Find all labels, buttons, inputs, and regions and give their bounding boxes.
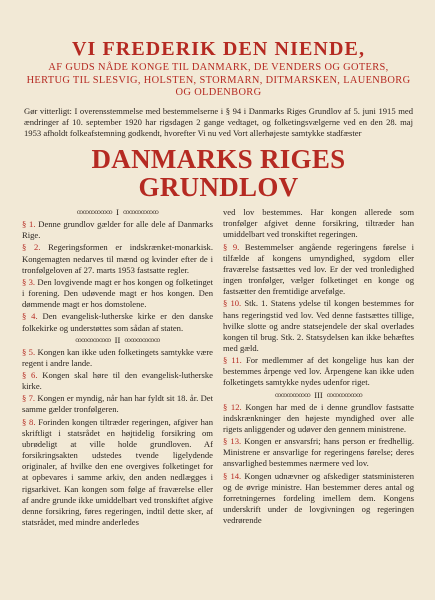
section-number: § 4. xyxy=(22,311,38,322)
paragraph-text: Denne grundlov gælder for alle dele af Danmarks Rige. xyxy=(22,219,213,241)
paragraph xyxy=(22,370,213,392)
chapter-number: III xyxy=(314,389,323,400)
section-number: § 12. xyxy=(223,401,242,412)
chapter-heading xyxy=(22,335,213,346)
paragraph-text: Den evangelisk-lutherske kirke er den danske folkekirke og understøttes som sådan af staten. xyxy=(22,311,214,333)
paragraph xyxy=(22,393,213,415)
paragraph xyxy=(22,347,213,369)
section-number: § 2. xyxy=(22,242,41,253)
paragraph xyxy=(223,436,414,469)
paragraph-text: Kongen udnævner og afskediger statsministeren og de øvrige ministre. Han bestemmer deres antal og forretningernes fordeling imellem dem. Kongens underskrift under de lovgivningen og regeringen vedrørende xyxy=(223,470,415,526)
ornament-right: ꝏꝏꝏꝏꝏꝏ xyxy=(326,391,363,399)
paragraph xyxy=(223,207,414,240)
paragraph-text: Kongen skal høre til den evangelisk-lutherske kirke. xyxy=(22,369,213,392)
right-column xyxy=(223,207,414,529)
paragraph-text: Kongen har med de i denne grundlov fastsatte indskrænkninger den højeste myndighed over alle rigets anliggender og udøver den gennem ministrene. xyxy=(223,401,414,434)
section-number: § 3. xyxy=(22,276,36,287)
section-number: § 1. xyxy=(22,219,36,230)
ornament-left: ꝏꝏꝏꝏꝏꝏ xyxy=(75,336,111,344)
paragraph-text: Bestemmelser angående regeringens førelse i tilfælde af kongens umyndighed, sygdom eller fraværelse fastsættes ved lov. Er der ved tronledighed ingen tronfølger, vælger folketinget en konge og fastsætter den fremtidige arvefølge. xyxy=(223,241,415,297)
section-number: § 11. xyxy=(223,355,242,366)
ornament-left: ꝏꝏꝏꝏꝏꝏ xyxy=(274,391,311,399)
ornament-right: ꝏꝏꝏꝏꝏꝏ xyxy=(122,209,159,217)
paragraph xyxy=(22,417,213,529)
paragraph-text: Regeringsformen er indskrænket-monarkisk. Kongemagten nedarves til mænd og kvinder efter de i tronfølgeloven af 27. marts 1953 fastsatte regler. xyxy=(22,242,214,275)
paragraph xyxy=(223,242,414,298)
ornament-left: ꝏꝏꝏꝏꝏꝏ xyxy=(76,209,113,217)
paragraph xyxy=(22,311,213,333)
section-number: § 13. xyxy=(223,436,242,447)
section-number: § 9. xyxy=(223,241,240,252)
paragraph-text: Kongen er myndig, når han har fyldt sit 18. år. Det samme gælder tronfølgeren. xyxy=(22,393,213,415)
chapter-heading xyxy=(22,207,213,218)
paragraph-text: Den lovgivende magt er hos kongen og folketinget i forening. Den udøvende magt er hos kongen. Den dømmende magt er hos domstolene. xyxy=(22,276,214,310)
section-number: § 8. xyxy=(22,416,36,427)
section-number: § 5. xyxy=(22,346,36,357)
section-number: § 10. xyxy=(223,298,242,309)
text-columns xyxy=(22,207,415,529)
royal-titles: AF GUDS NÅDE KONGE TIL DANMARK, DE VENDERS OG GOTERS, HERTUG TIL SLESVIG, HOLSTEN, STORMARN, DITMARSKEN, LAUENBORG OG OLDENBORG xyxy=(26,62,411,98)
paragraph-text: Kongen er ansvarsfri; hans person er fredhellig. Ministrene er ansvarlige for regeringens førelse; deres ansvarlighed bestemmes nærmere ved lov. xyxy=(223,436,414,469)
paragraph xyxy=(223,355,414,388)
paragraph-text: Stk. 1. Statens ydelse til kongen bestemmes for hans regeringstid ved lov. Ved denne fastsættes tillige, hvilke slotte og andre statsejendele der skal overlades kongen til brug. Stk. 2. Statsydelsen kan ikke behæftes med gæld. xyxy=(223,298,415,353)
chapter-number: I xyxy=(116,207,119,218)
chapter-heading xyxy=(223,390,414,401)
chapter-number: II xyxy=(114,334,121,345)
paragraph xyxy=(223,471,414,527)
ornament-right: ꝏꝏꝏꝏꝏꝏ xyxy=(124,336,160,344)
king-heading: VI FREDERIK DEN NIENDE, xyxy=(71,38,366,60)
paragraph-text: ved lov bestemmes. Har kongen allerede som tronfølger afgivet denne forsikring, tiltræder han umiddelbart ved tronskiftet regeringen. xyxy=(223,207,414,240)
paragraph xyxy=(22,219,213,241)
section-number: § 6. xyxy=(22,369,38,380)
paragraph-text: Kongen kan ikke uden folketingets samtykke være regent i andre lande. xyxy=(22,346,213,368)
paragraph xyxy=(22,277,213,310)
section-number: § 7. xyxy=(22,393,36,404)
proclamation-text: Gør vitterligt: I overensstemmelse med bestemmelserne i § 94 i Danmarks Riges Grundlov af 5. juni 1915 med ændringer af 10. september 1920 har rigsdagen 2 gange vedtaget, og folketingsvælgerne ved en den 28. maj 1953 afholdt folkeafstemning godkendt, hvorefter Vi nu ved Vort allerhøjeste samtykke stadfæster xyxy=(24,105,413,138)
paragraph xyxy=(22,242,213,275)
paragraph xyxy=(223,402,414,435)
document-title: DANMARKS RIGES GRUNDLOV xyxy=(91,144,346,203)
paragraph-text: For medlemmer af det kongelige hus kan der bestemmes årpenge ved lov. Årpengene kan ikke uden folketingets samtykke nydes udenfor riget. xyxy=(223,355,414,388)
paragraph xyxy=(223,298,414,354)
left-column xyxy=(22,207,213,529)
paragraph-text: Forinden kongen tiltræder regeringen, afgiver han skriftligt i statsrådet en højtidelig forsikring om ubrødeligt at ville holde grundloven. Af forsikringsakten udstedes tvende ligelydende originaler, af hvilke den ene overgives folketinget for at opbevares i samme arkiv, den anden nedlægges i rigsarkivet. Kan kongen som følge af fraværelse eller af andre grunde ikke umiddelbart ved tronskiftet afgive denne forsikring, føres regeringen, indtil dette sker, af statsrådet, med mindre anderledes xyxy=(22,416,214,528)
section-number: § 14. xyxy=(223,470,242,481)
